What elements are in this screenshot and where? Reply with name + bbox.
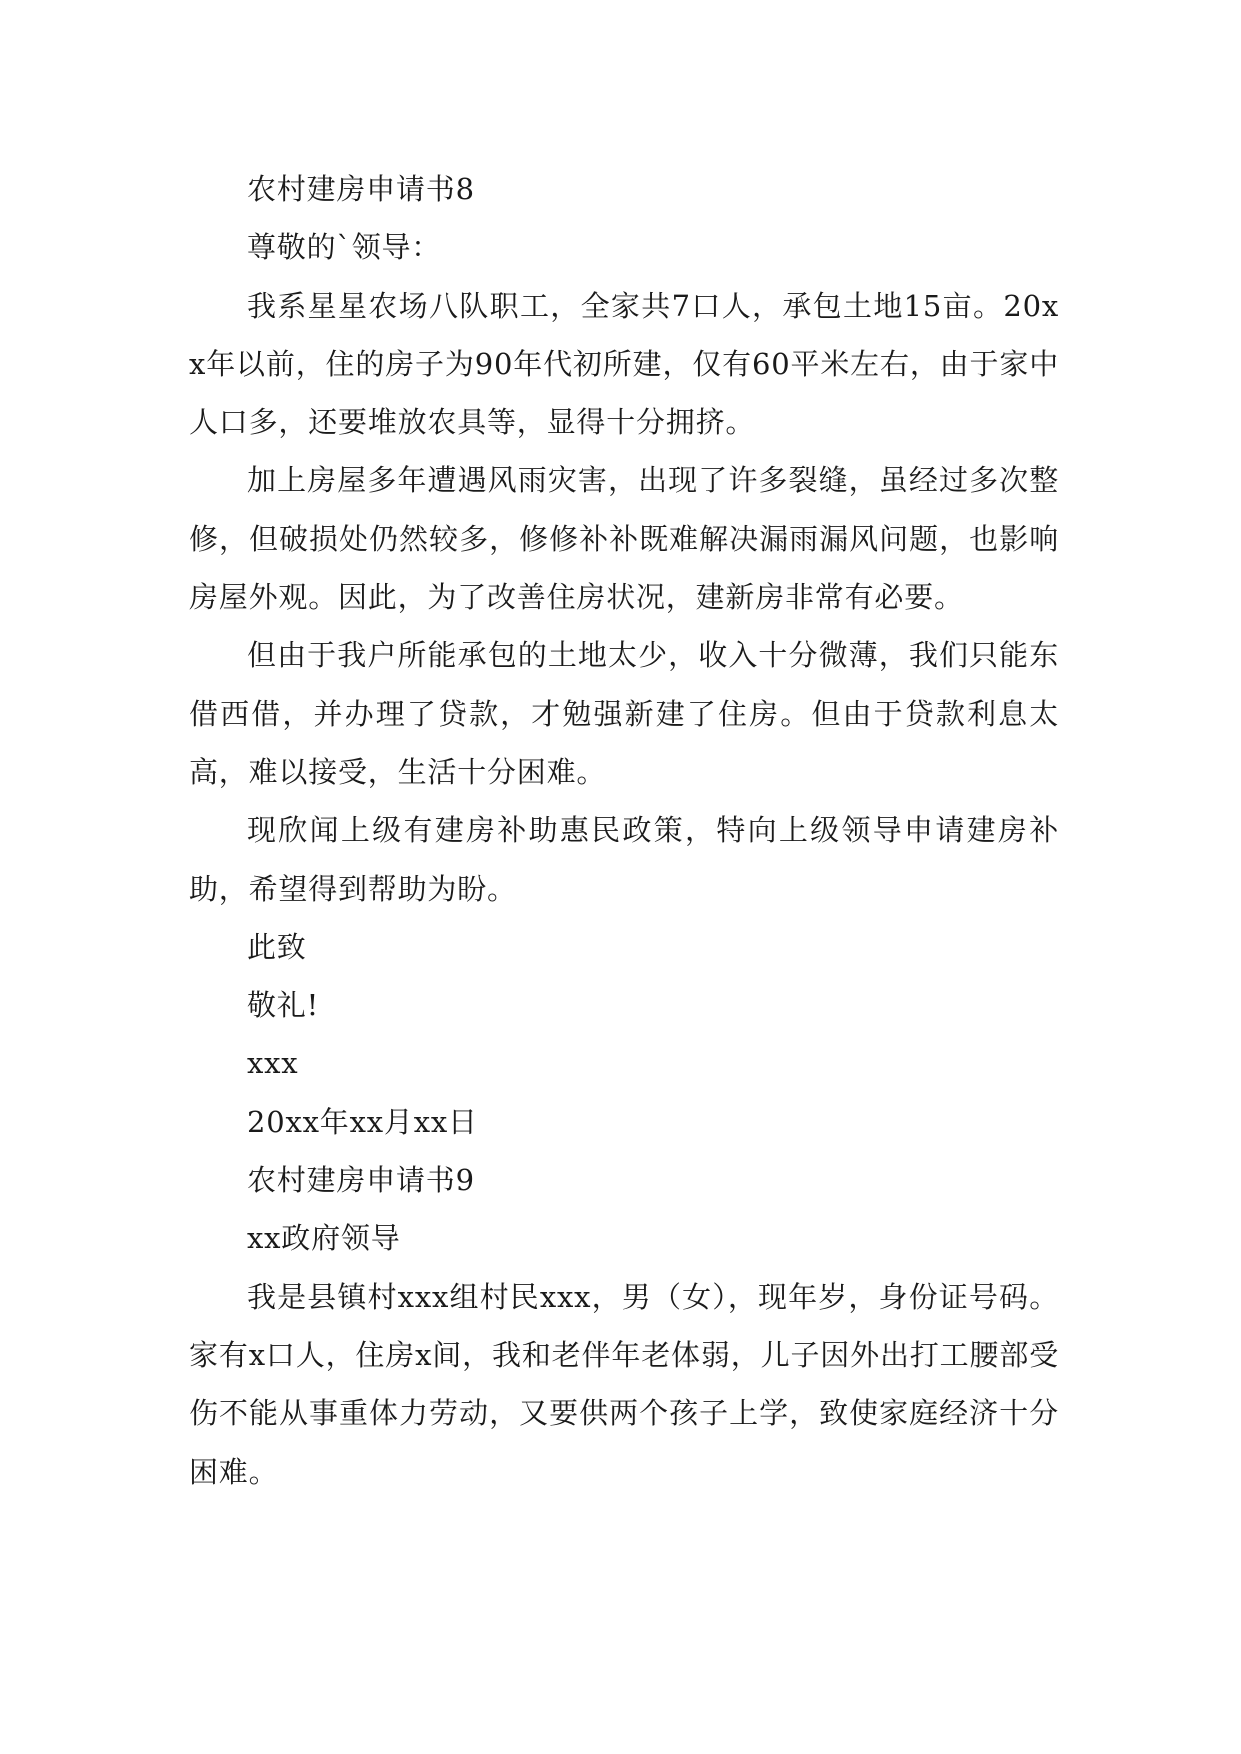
body-paragraph: 现欣闻上级有建房补助惠民政策，特向上级领导申请建房补助，希望得到帮助为盼。	[189, 813, 1059, 906]
closing-regards: 敬礼!	[247, 988, 320, 1023]
signature-name: xxx	[247, 1046, 299, 1081]
salutation: 尊敬的`领导：	[247, 230, 442, 265]
section-title: 农村建房申请书8	[247, 172, 475, 206]
body-paragraph: 加上房屋多年遭遇风雨灾害，出现了许多裂缝，虽经过多次整修，但破损处仍然较多，修修补补既难解决漏雨漏风问题，也影响房屋外观。因此，为了改善住房状况，建新房非常有必要。	[189, 463, 1059, 615]
signature-date: 20xx年xx月xx日	[247, 1104, 478, 1139]
body-paragraph: 我系星星农场八队职工，全家共7口人，承包土地15亩。20xx年以前，住的房子为90年代初所建，仅有60平米左右，由于家中人口多，还要堆放农具等，显得十分拥挤。	[189, 288, 1059, 440]
document-body	[189, 160, 1059, 1501]
recipient: xx政府领导	[247, 1221, 401, 1256]
body-paragraph: 我是县镇村xxx组村民xxx，男（女），现年岁，身份证号码。家有x口人，住房x间，我和老伴年老体弱，儿子因外出打工腰部受伤不能从事重体力劳动，又要供两个孩子上学，致使家庭经济十分困难。	[189, 1279, 1059, 1489]
closing-line: 此致	[247, 929, 307, 964]
body-paragraph: 但由于我户所能承包的土地太少，收入十分微薄，我们只能东借西借，并办理了贷款，才勉强新建了住房。但由于贷款利息太高，难以接受，生活十分困难。	[189, 638, 1059, 789]
section-title: 农村建房申请书9	[247, 1163, 475, 1198]
